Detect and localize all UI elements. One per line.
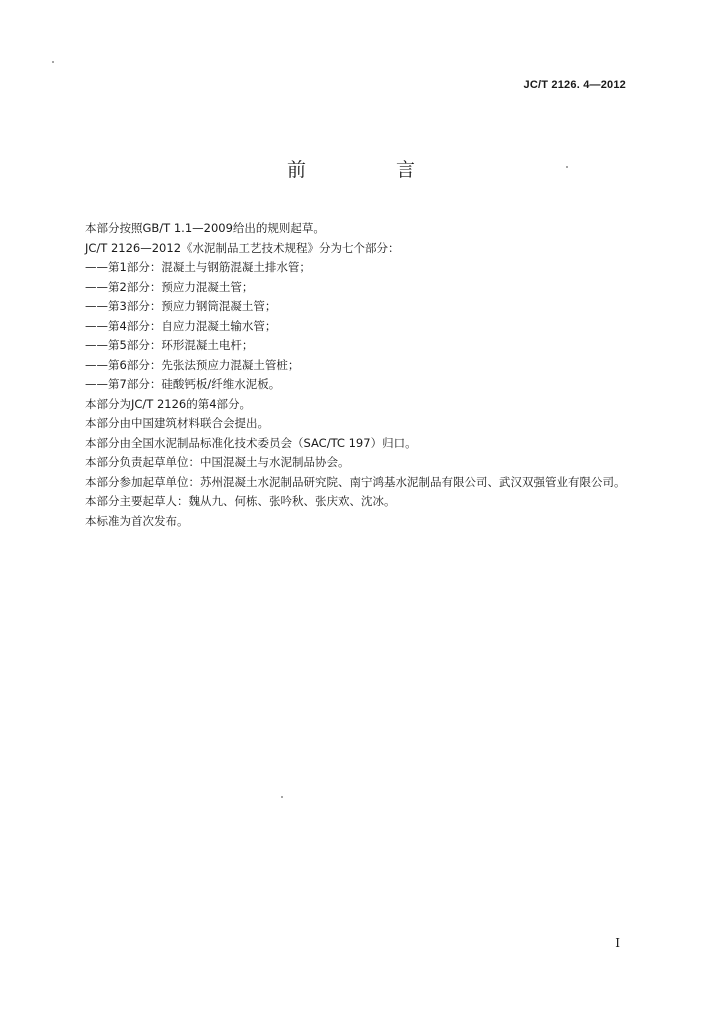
list-item: ——第7部分：硅酸钙板/纤维水泥板。 (85, 377, 281, 391)
paragraph: 本部分为JC/T 2126的第4部分。 (85, 396, 252, 411)
scan-speck (281, 796, 283, 798)
paragraph: 本部分参加起草单位：苏州混凝土水泥制品研究院、南宁鸿基水泥制品有限公司、武汉双强管业有限公司。 (85, 474, 626, 489)
scan-speck (52, 61, 54, 63)
paragraph: 本部分负责起草单位：中国混凝土与水泥制品协会。 (85, 455, 350, 469)
paragraph: 本部分由全国水泥制品标准化技术委员会（SAC/TC 197）归口。 (85, 435, 417, 450)
foreword-body (64, 219, 640, 531)
list-item: ——第3部分：预应力钢筒混凝土管； (85, 299, 277, 313)
paragraph: 本标准为首次发布。 (85, 513, 189, 528)
list-item: ——第1部分：混凝土与钢筋混凝土排水管； (85, 260, 311, 274)
scan-speck (566, 166, 568, 168)
paragraph: JC/T 2126—2012《水泥制品工艺技术规程》分为七个部分： (85, 240, 400, 255)
list-item: ——第5部分：环形混凝土电杆； (85, 338, 254, 352)
list-item: ——第2部分：预应力混凝土管； (85, 279, 254, 294)
paragraph: 本部分主要起草人：魏从九、何栋、张吟秋、张庆欢、沈冰。 (85, 494, 396, 508)
page-number: I (615, 936, 620, 950)
paragraph: 本部分按照GB/T 1.1—2009给出的规则起草。 (85, 221, 325, 235)
page-title: 前 言 (286, 159, 458, 181)
paragraph: 本部分由中国建筑材料联合会提出。 (85, 416, 269, 430)
list-item: ——第6部分：先张法预应力混凝土管桩； (85, 357, 300, 372)
standard-code: JC/T 2126. 4—2012 (523, 79, 626, 91)
list-item: ——第4部分：自应力混凝土输水管； (85, 318, 277, 333)
